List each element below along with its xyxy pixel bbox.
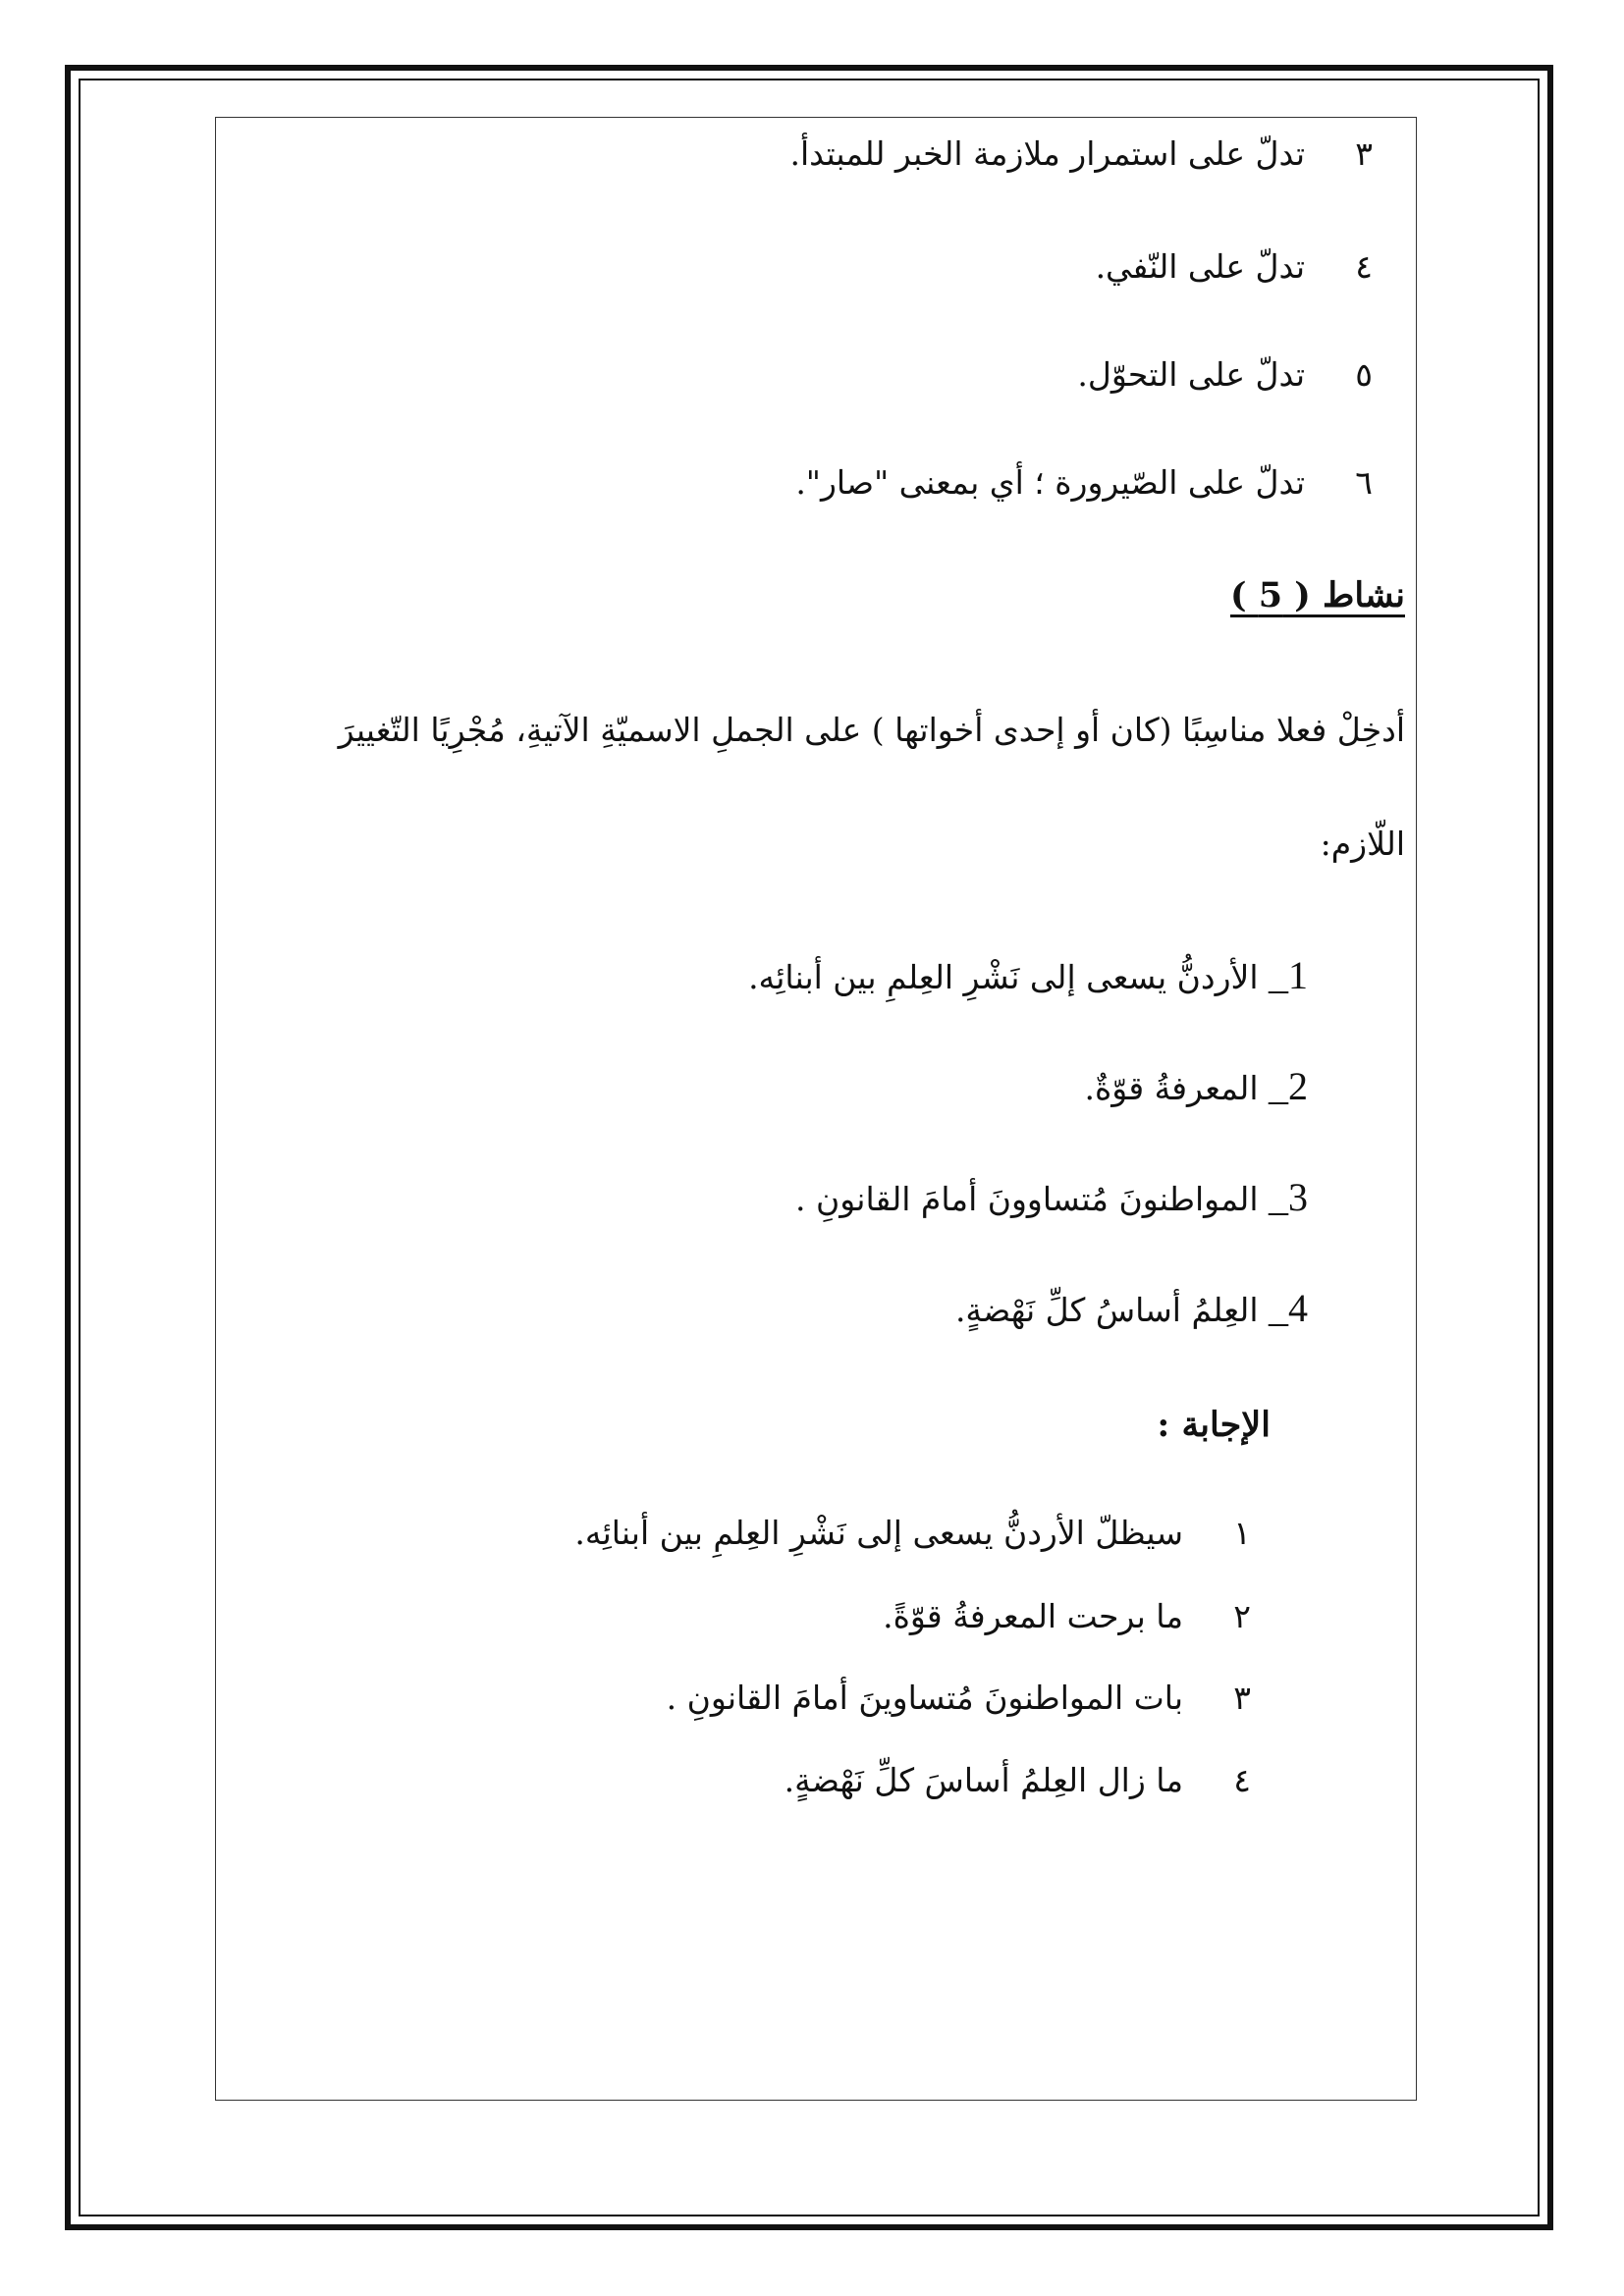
- answer-item: [574, 1512, 1251, 1555]
- exercise-sentence-text: المعرفةُ قوّةٌ.: [1084, 1069, 1259, 1107]
- answer-item: [883, 1595, 1251, 1638]
- answer-item-text: بات المواطنونَ مُتساوينَ أمامَ القانونِ .: [666, 1679, 1184, 1717]
- list-item-text: تدلّ على النّفي.: [1095, 247, 1306, 286]
- list-item-text: تدلّ على استمرار ملازمة الخبر للمبتدأ.: [789, 134, 1306, 173]
- list-item-number: ٣: [1355, 134, 1373, 173]
- answer-item-number: ٤: [1233, 1761, 1251, 1799]
- list-item-text: تدلّ على التحوّل.: [1077, 355, 1306, 394]
- exercise-sentence-number: 1_: [1269, 953, 1308, 997]
- list-item: [1077, 353, 1373, 397]
- exercise-sentence-text: العِلمُ أساسُ كلِّ نَهْضةٍ.: [954, 1291, 1259, 1329]
- list-item-number: ٥: [1355, 355, 1373, 394]
- answer-item-text: سيظلّ الأردنُّ يسعى إلى نَشْرِ العِلمِ بين أبنائِه.: [574, 1514, 1184, 1552]
- answer-item: [667, 1677, 1251, 1720]
- exercise-sentence-number: 2_: [1269, 1064, 1308, 1108]
- exercise-sentence: [795, 1176, 1308, 1221]
- exercise-sentence: [1085, 1065, 1309, 1110]
- answer-item-number: ٣: [1233, 1679, 1251, 1717]
- answer-item-text: ما برحت المعرفةُ قوّةً.: [883, 1597, 1184, 1635]
- exercise-sentence-number: 4_: [1269, 1286, 1308, 1330]
- list-item-number: ٦: [1355, 463, 1373, 502]
- exercise-sentence: [955, 1287, 1308, 1332]
- activity-heading: نشاط ( 5 ): [1229, 575, 1405, 615]
- list-item: [789, 133, 1373, 176]
- exercise-sentence-text: الأردنُّ يسعى إلى نَشْرِ العِلمِ بين أبنائِه.: [748, 958, 1259, 996]
- exercise-sentence-number: 3_: [1269, 1175, 1308, 1219]
- answer-item-text: ما زال العِلمُ أساسَ كلِّ نَهْضةٍ.: [784, 1761, 1184, 1799]
- exercise-sentence: [748, 954, 1308, 999]
- answer-item: [785, 1759, 1251, 1802]
- list-item: [1096, 245, 1373, 289]
- answer-heading: الإجابة :: [1157, 1405, 1271, 1445]
- list-item: [795, 461, 1373, 505]
- answer-item-number: ١: [1233, 1514, 1251, 1552]
- list-item-text: تدلّ على الصّيرورة ؛ أي بمعنى "صار".: [795, 463, 1306, 502]
- activity-instruction-line1: أدخِلْ فعلا مناسِبًا (كان أو إحدى أخواتها ) على الجملِ الاسميّةِ الآتيةِ، مُجْرِيًا التّغييرَ: [338, 711, 1405, 749]
- answer-item-number: ٢: [1233, 1597, 1251, 1635]
- list-item-number: ٤: [1355, 247, 1373, 286]
- exercise-sentence-text: المواطنونَ مُتساوونَ أمامَ القانونِ .: [795, 1180, 1259, 1218]
- activity-instruction-line2: اللّازم:: [1320, 825, 1405, 863]
